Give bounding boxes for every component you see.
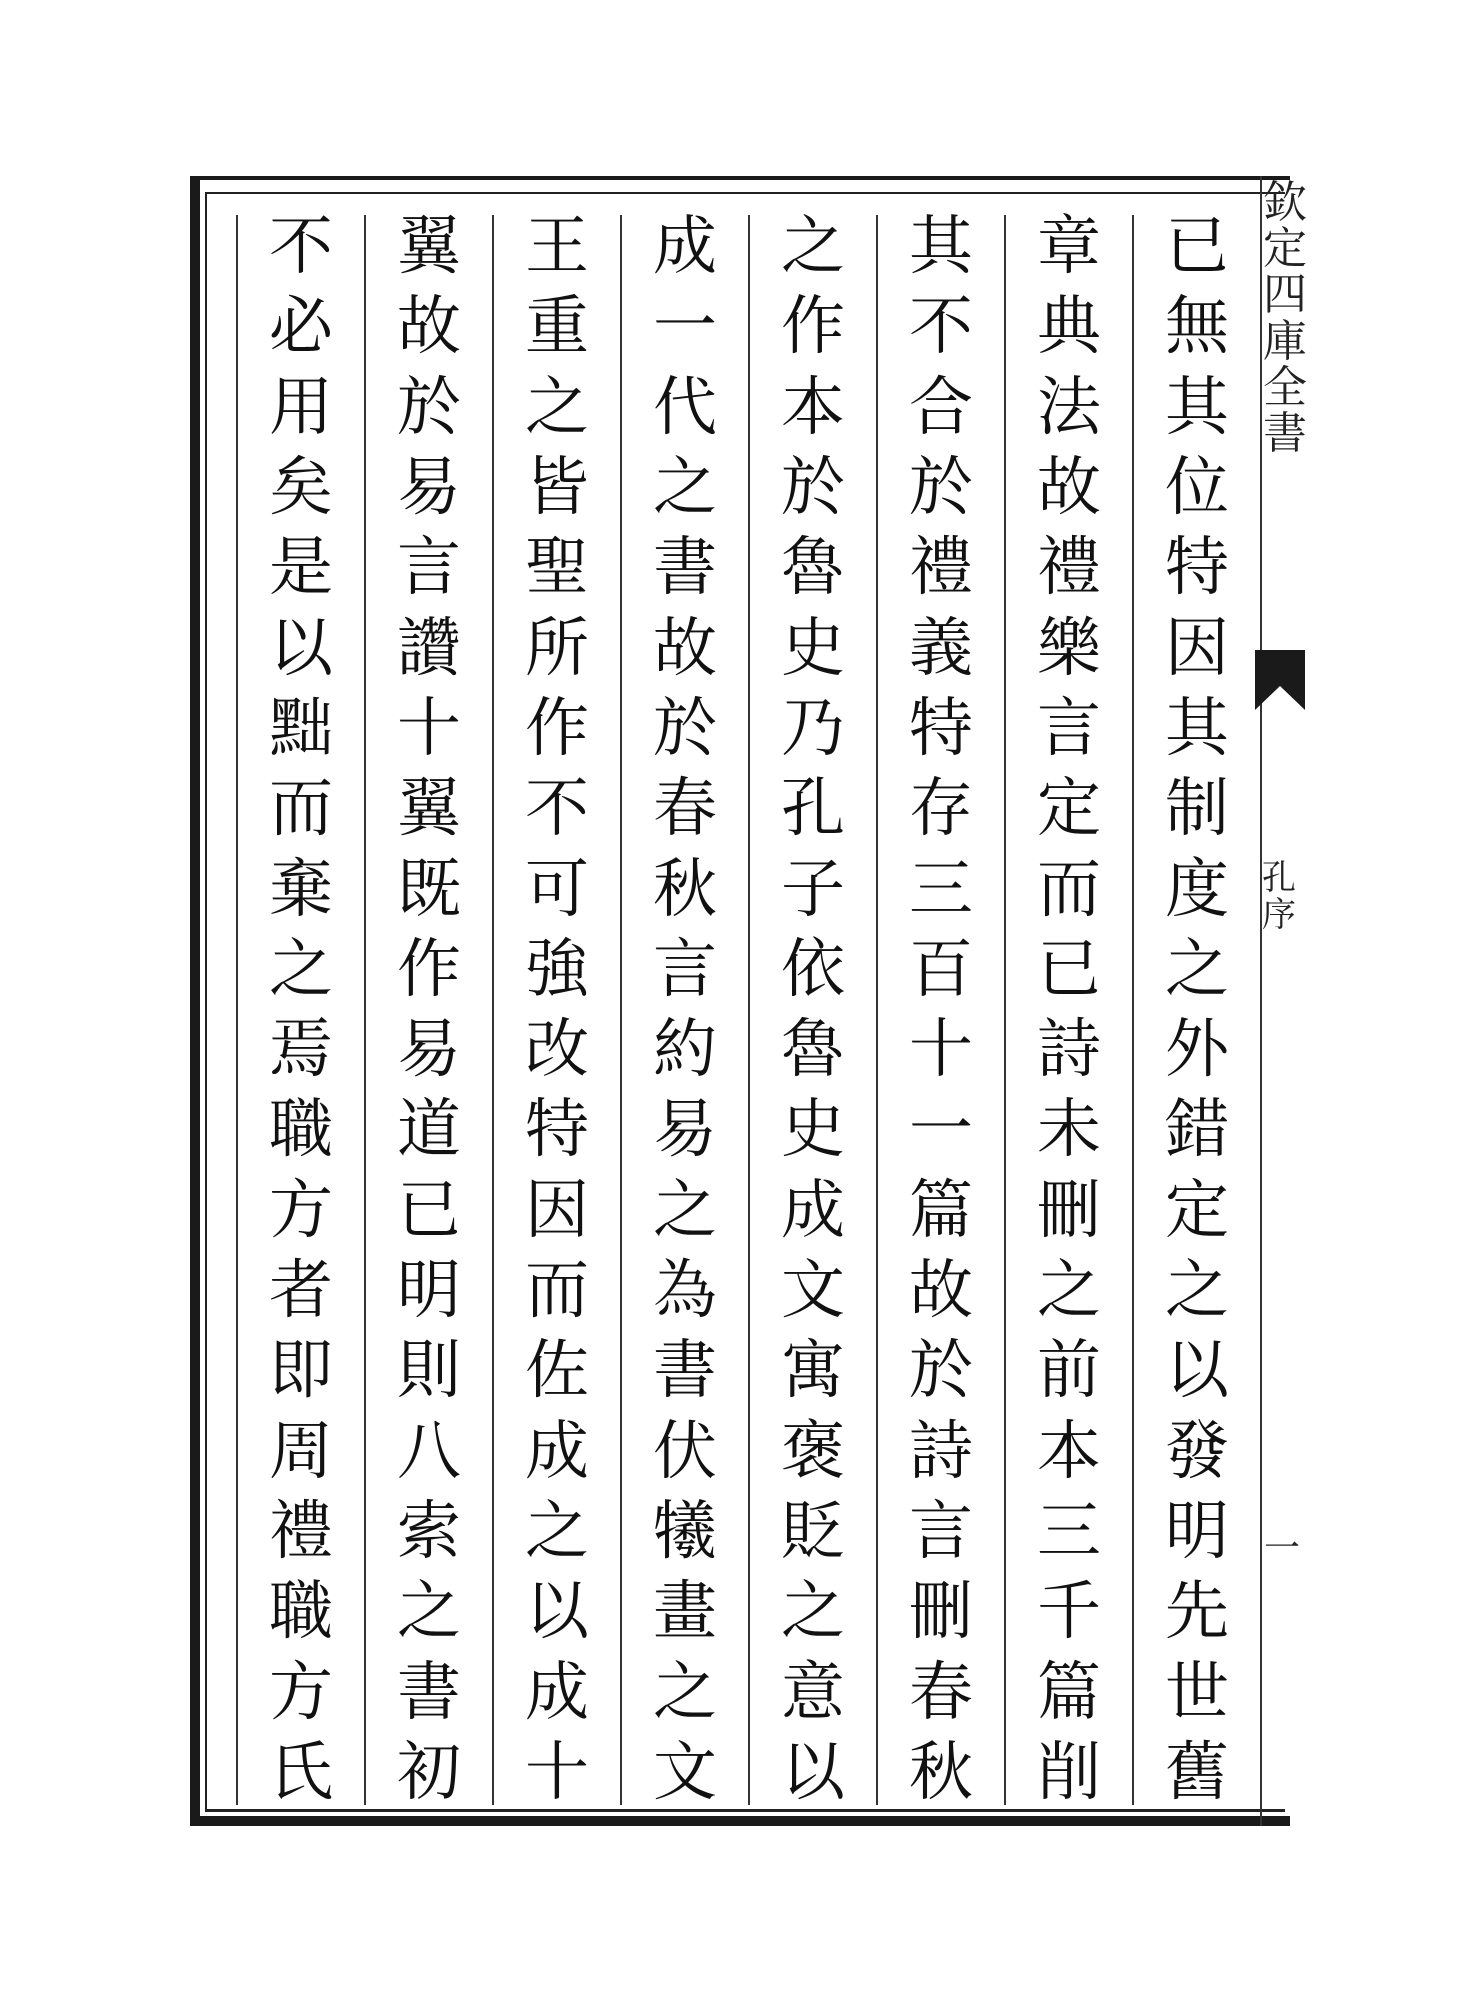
section-label: 孔 序 (1262, 858, 1296, 936)
book-title: 欽 定 四 庫 全 書 (1263, 177, 1307, 459)
page-number: 一 (1264, 1528, 1301, 1569)
text-column: 成 一 代 之 書 故 於 春 秋 言 約 易 之 為 書 伏 犧 畫 之 文 (620, 215, 748, 1805)
text-column: 其 不 合 於 禮 義 特 存 三 百 十 一 篇 故 於 詩 言 刪 春 秋 (876, 215, 1004, 1805)
text-column: 翼 故 於 易 言 讚 十 翼 既 作 易 道 已 明 則 八 索 之 書 初 (364, 215, 492, 1805)
text-column: 章 典 法 故 禮 樂 言 定 而 已 詩 未 刪 之 前 本 三 千 篇 削 (1004, 215, 1132, 1805)
text-column: 之 作 本 於 魯 史 乃 孔 子 依 魯 史 成 文 寓 褒 貶 之 意 以 (748, 215, 876, 1805)
text-column: 王 重 之 皆 聖 所 作 不 可 強 改 特 因 而 佐 成 之 以 成 十 (492, 215, 620, 1805)
text-column: 不 必 用 矣 是 以 黜 而 棄 之 焉 職 方 者 即 周 禮 職 方 氏 (236, 215, 364, 1805)
text-column: 已 無 其 位 特 因 其 制 度 之 外 錯 定 之 以 發 明 先 世 舊 (1132, 215, 1260, 1805)
